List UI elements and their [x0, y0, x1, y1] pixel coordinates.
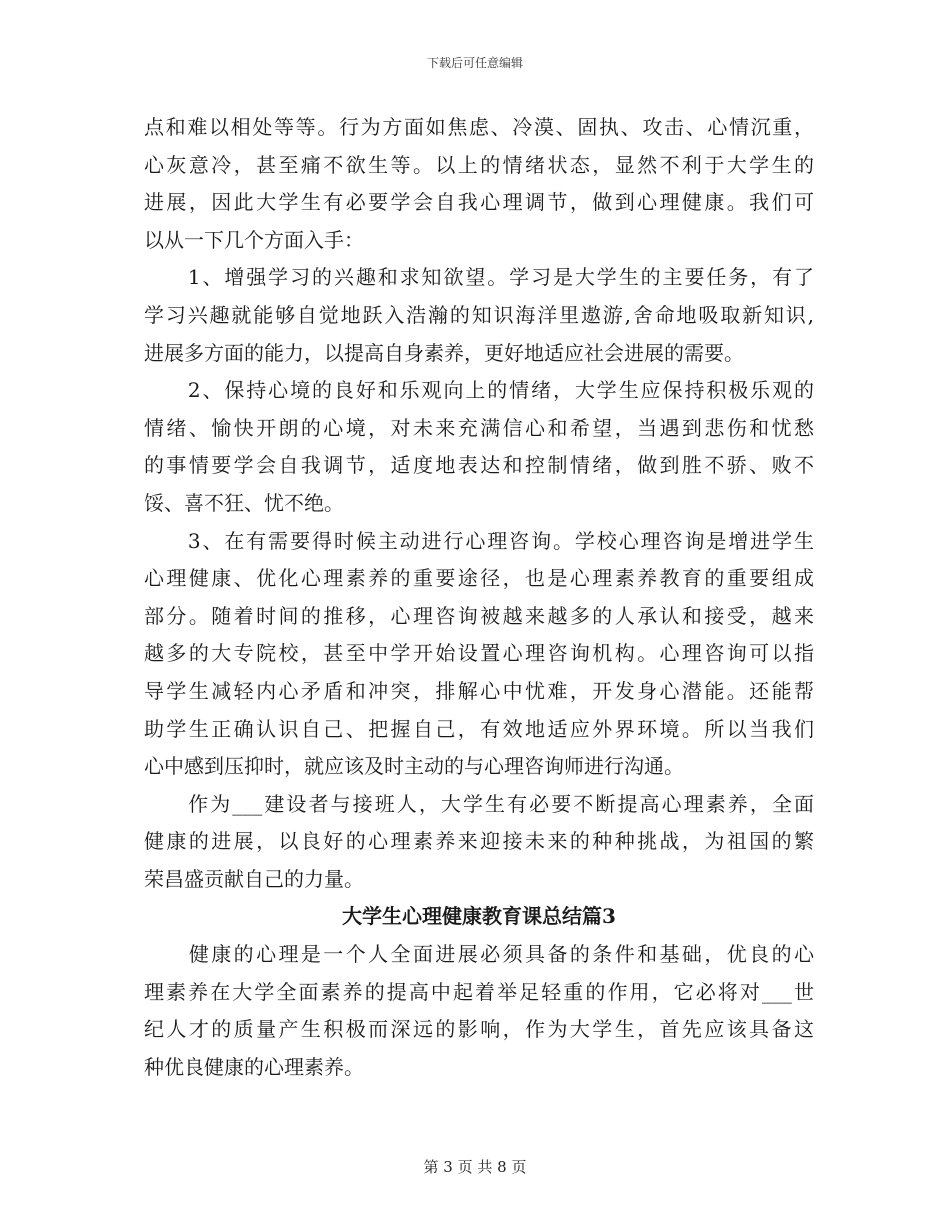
text-line: 以从一下几个方面入手：: [144, 227, 364, 252]
text-line: 心中感到压抑时，就应该及时主动的与心理咨询师进行沟通。: [144, 754, 684, 779]
text-line: 进展多方面的能力，以提高自身素养，更好地适应社会进展的需要。: [144, 340, 744, 365]
page-number: 第 3 页 共 8 页: [423, 1158, 527, 1176]
text-line: 作为___建设者与接班人，大学生有必要不断提高心理素养，全面: [144, 791, 814, 816]
text-line: 馁、喜不狂、忧不绝。: [144, 490, 344, 515]
paragraph-conclusion: [144, 786, 814, 899]
document-body: [144, 109, 814, 1086]
text-line: 3、在有需要得时候主动进行心理咨询。学校心理咨询是增进学生: [144, 528, 814, 553]
text-line: 助学生正确认识自己、把握自己，有效地适应外界环境。所以当我们: [144, 716, 814, 741]
text-line: 导学生减轻内心矛盾和冲突，排解心中忧难，开发身心潜能。还能帮: [144, 678, 814, 703]
paragraph-point-2: [144, 372, 814, 522]
text-line: 荣昌盛贡献自己的力量。: [144, 866, 364, 891]
text-line: 理素养在大学全面素养的提高中起着举足轻重的作用，它必将对___世: [144, 979, 814, 1004]
text-line: 1、增强学习的兴趣和求知欲望。学习是大学生的主要任务，有了: [144, 265, 814, 290]
text-line: 进展，因此大学生有必要学会自我心理调节，做到心理健康。我们可: [144, 190, 814, 215]
page-header: 下载后可任意编辑: [426, 56, 523, 70]
section-title: 大学生心理健康教育课总结篇3: [342, 904, 616, 929]
text-line: 点和难以相处等等。行为方面如焦虑、冷漠、固执、攻击、心情沉重，: [144, 115, 814, 139]
text-line: 越多的大专院校，甚至中学开始设置心理咨询机构。心理咨询可以指: [144, 641, 814, 666]
text-line: 2、保持心境的良好和乐观向上的情绪，大学生应保持积极乐观的: [144, 378, 814, 403]
text-line: 心灰意冷，甚至痛不欲生等。以上的情绪状态，显然不利于大学生的: [144, 152, 814, 177]
text-line: 的事情要学会自我调节，适度地表达和控制情绪，做到胜不骄、败不: [144, 453, 814, 478]
paragraph-point-1: [144, 259, 814, 372]
paragraph-continuation: [144, 109, 814, 259]
text-line: 健康的心理是一个人全面进展必须具备的条件和基础，优良的心: [144, 942, 814, 967]
text-line: 心理健康、优化心理素养的重要途径，也是心理素养教育的重要组成: [144, 566, 814, 591]
text-line: 学习兴趣就能够自觉地跃入浩瀚的知识海洋里遨游,舍命地吸取新知识,: [144, 302, 814, 327]
paragraph-point-3: [144, 523, 814, 786]
text-line: 健康的进展，以良好的心理素养来迎接未来的种种挑战，为祖国的繁: [144, 829, 814, 854]
text-line: 情绪、愉快开朗的心境，对未来充满信心和希望，当遇到悲伤和忧愁: [144, 415, 814, 440]
section-paragraph-1: [144, 936, 814, 1086]
text-line: 种优良健康的心理素养。: [144, 1054, 364, 1079]
text-line: 纪人才的质量产生积极而深远的影响，作为大学生，首先应该具备这: [144, 1017, 814, 1042]
text-line: 部分。随着时间的推移，心理咨询被越来越多的人承认和接受，越来: [144, 603, 814, 628]
